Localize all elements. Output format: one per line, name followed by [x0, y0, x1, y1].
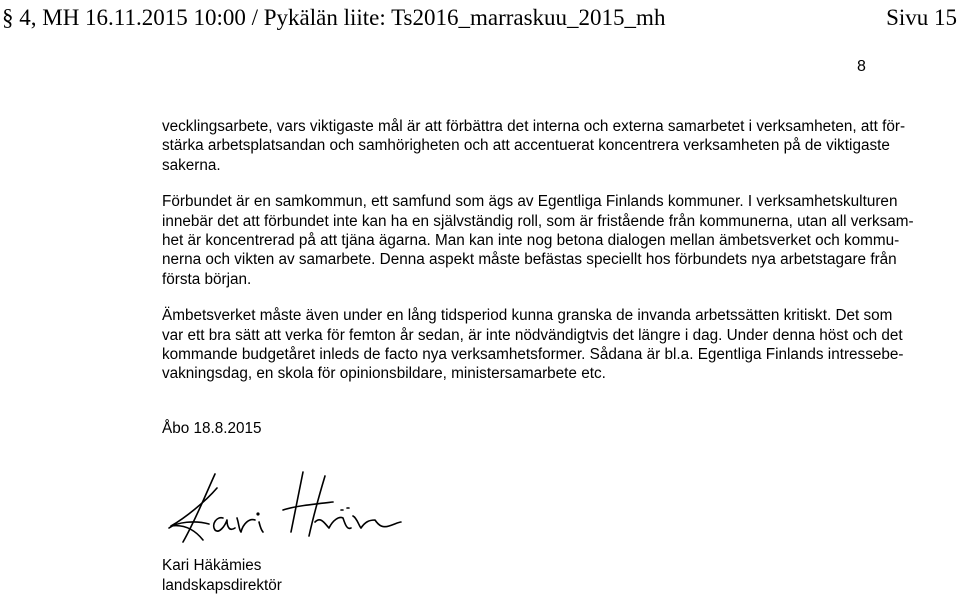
- text-line: stärka arbetsplatsandan och samhörigheten och att accentuerat koncentrera verksamheten på de viktigaste: [162, 137, 890, 155]
- paragraph: [162, 117, 906, 175]
- page-header: [0, 0, 959, 40]
- text-line: var ett bra sätt att verka för femton år sedan, är inte nödvändigtvis det längre i dag. Under denna höst och det: [162, 326, 903, 344]
- text-line: het är koncentrerad på att tjäna ägarna. Man kan inte nog betona dialogen mellan ämbetsverket och kommu-: [162, 232, 900, 250]
- document-body: [162, 117, 914, 401]
- text-line: innebär det att förbundet inte kan ha en självständig roll, som är fristående från kommunerna, utan all verksam-: [162, 212, 914, 230]
- place-and-date: Åbo 18.8.2015: [162, 420, 262, 437]
- signatory-title: landskapsdirektör: [162, 577, 282, 594]
- handwritten-signature: [165, 466, 405, 550]
- text-line: Ämbetsverket måste även under en lång tidsperiod kunna granska de invanda arbetssätten kritiskt. Det som: [162, 307, 893, 325]
- header-reference: § 4, MH 16.11.2015 10:00 / Pykälän liite: Ts2016_marraskuu_2015_mh: [2, 5, 666, 30]
- header-page-label: Sivu 15: [886, 5, 957, 30]
- text-line: första början.: [162, 270, 252, 288]
- text-line: nerna och vikten av samarbete. Denna aspekt måste befästas speciellt hos förbundets nya arbetstagare från: [162, 251, 897, 269]
- text-line: Förbundet är en samkommun, ett samfund som ägs av Egentliga Finlands kommuner. I verksamhetskulturen: [162, 193, 898, 211]
- text-line: kommande budgetåret inleds de facto nya verksamhetsformer. Sådana är bl.a. Egentliga Finlands intressebe-: [162, 346, 904, 364]
- paragraph: [162, 306, 904, 384]
- signatory: [162, 556, 282, 596]
- paragraph: [162, 192, 914, 289]
- text-line: sakerna.: [162, 156, 221, 174]
- text-line: vecklingsarbete, vars viktigaste mål är att förbättra det interna och externa samarbetet i verksamheten, att för-: [162, 118, 906, 135]
- signatory-name: Kari Häkämies: [162, 557, 262, 574]
- text-line: vakningsdag, en skola för opinionsbildare, ministersamarbete etc.: [162, 365, 606, 383]
- page-number: 8: [857, 58, 866, 75]
